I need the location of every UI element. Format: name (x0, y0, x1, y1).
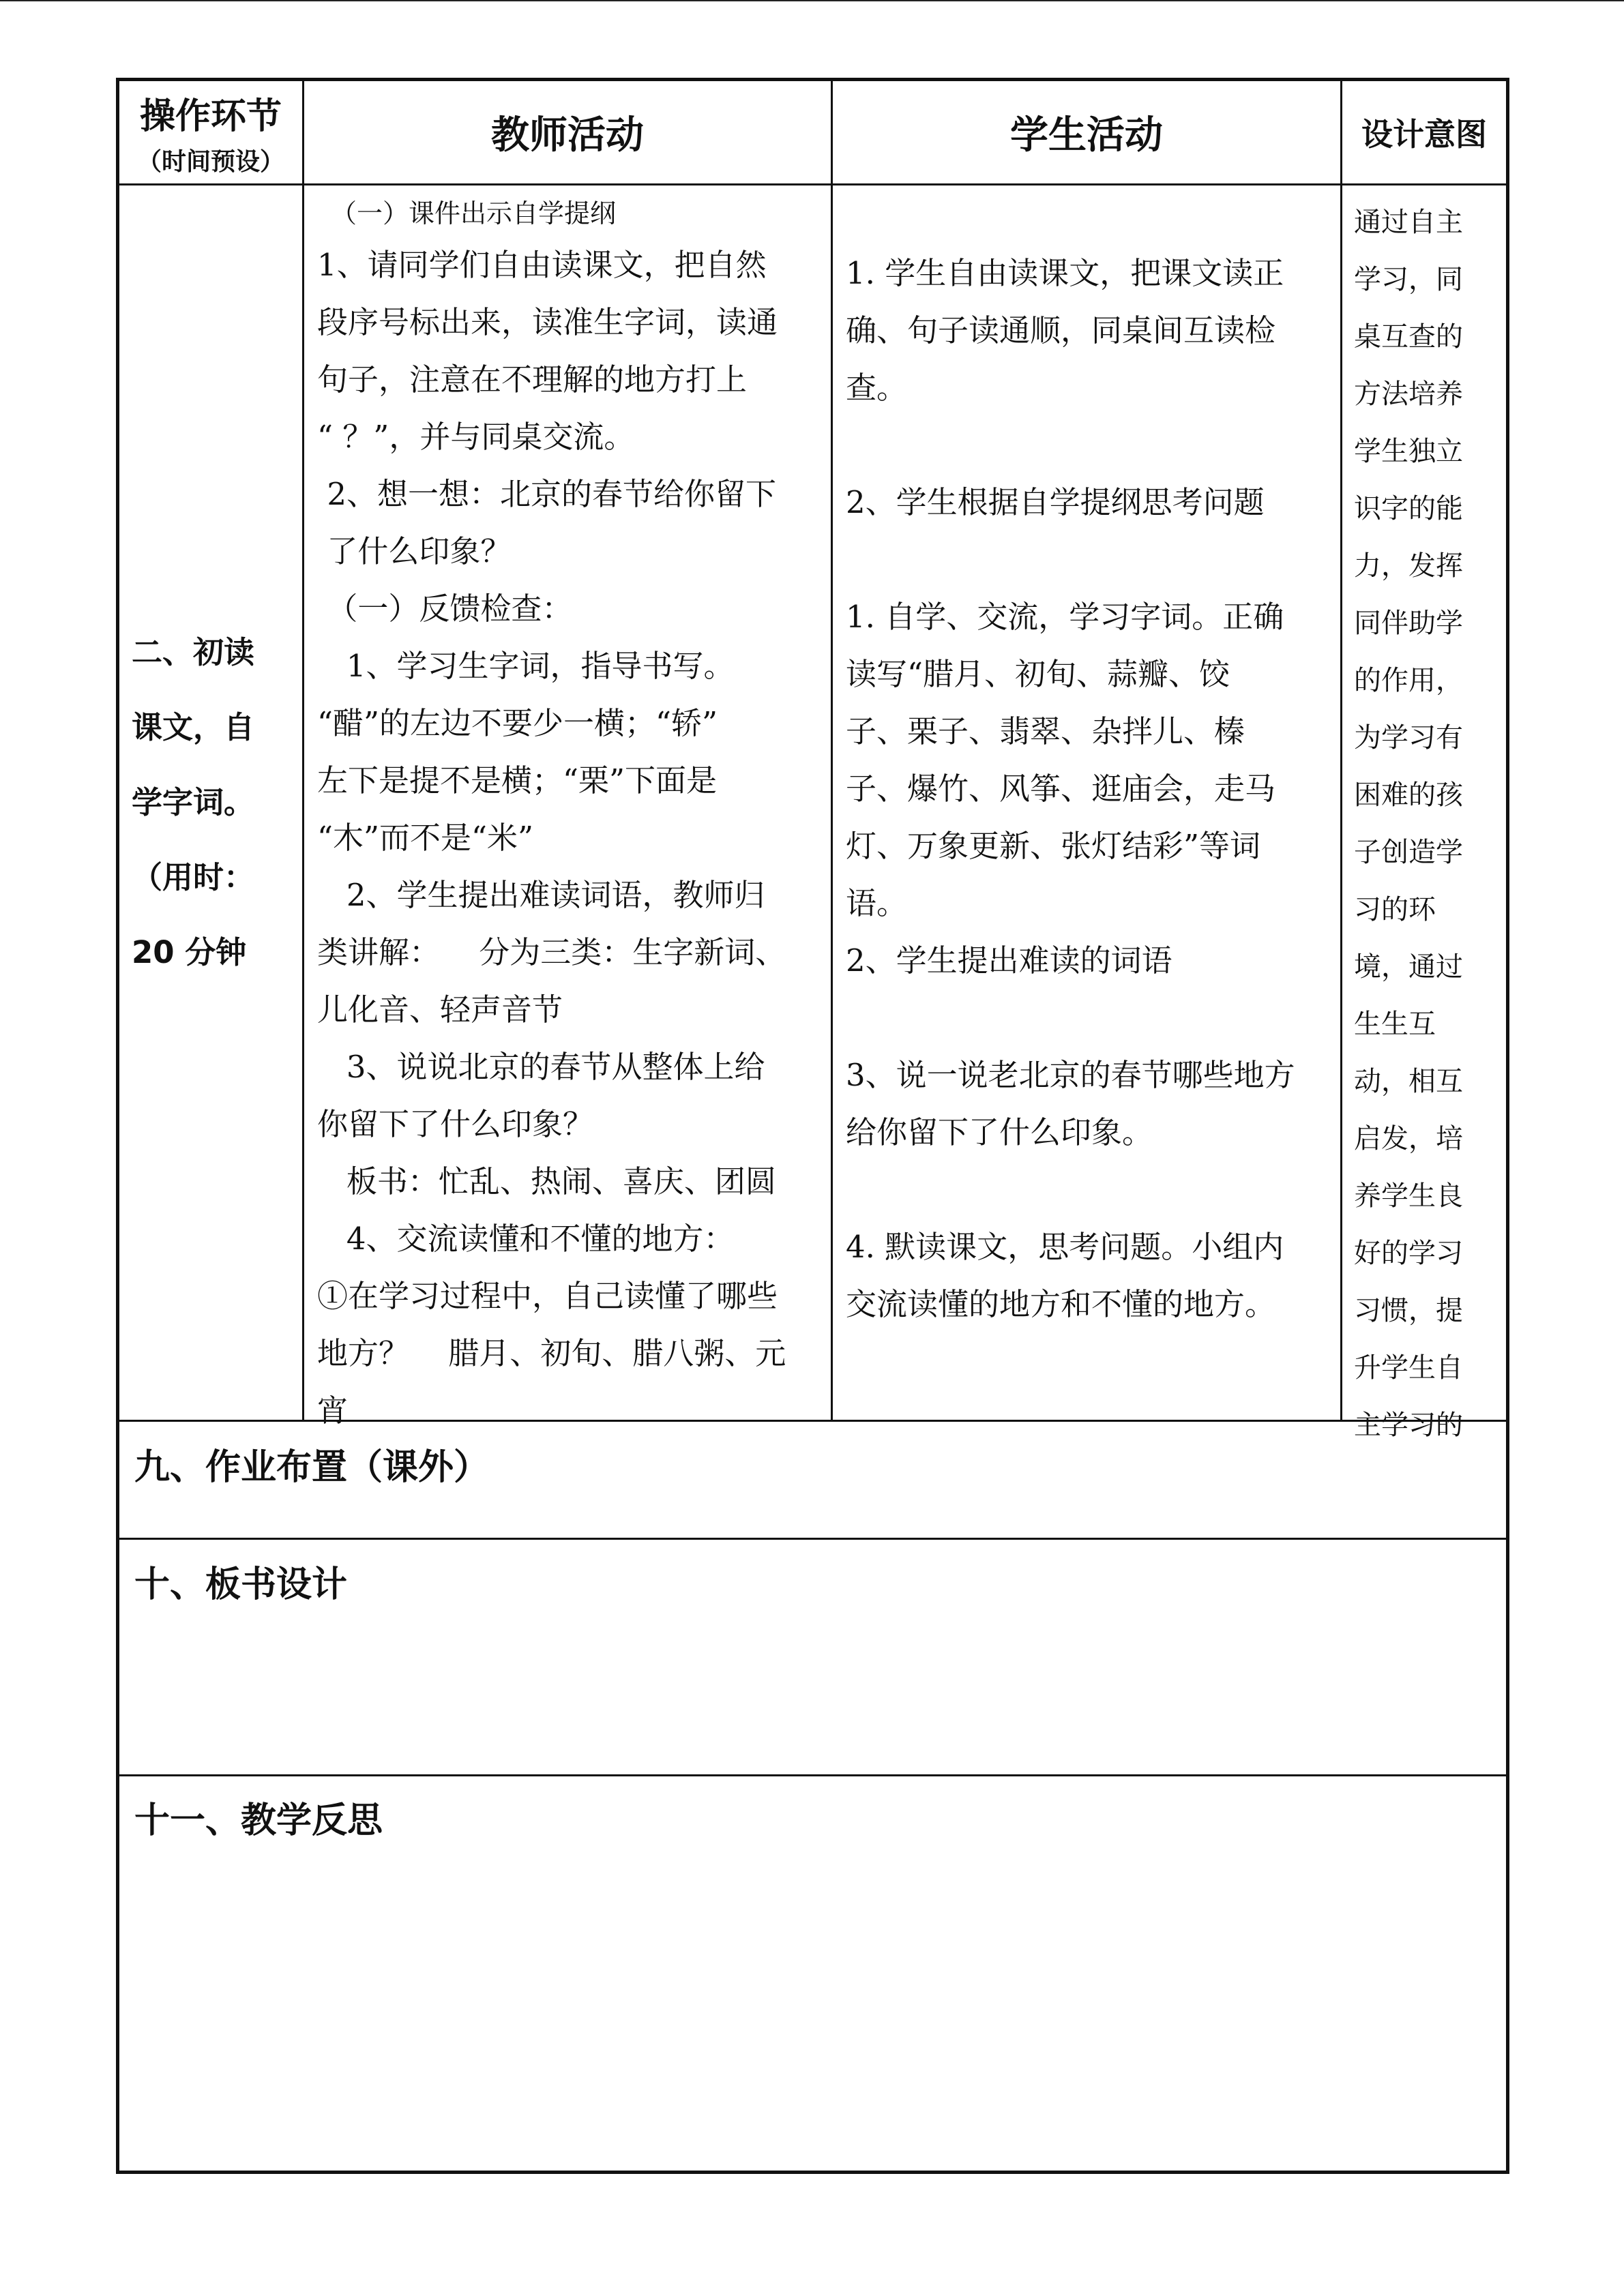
stage-line: （用时： (132, 859, 255, 895)
intent-line: 动，相互 (1354, 1066, 1463, 1097)
header-stage (119, 81, 302, 183)
student-line: 交流读懂的地方和不懂的地方。 (846, 1286, 1276, 1322)
student-line: 确、句子读通顺，同桌间互读检 (846, 312, 1276, 348)
stage-line: 二、初读 (132, 634, 255, 670)
intent-line: 通过自主 (1354, 207, 1463, 238)
intent-line: 的作用， (1354, 665, 1463, 696)
student-line: 灯、万象更新、张灯结彩”等词 (846, 828, 1261, 864)
teacher-line: （一）反馈检查： (317, 591, 573, 627)
teacher-line: 2、学生提出难读词语，教师归 (317, 877, 765, 913)
teacher-line: 左下是提不是横；“栗”下面是 (317, 762, 718, 799)
student-line (846, 989, 1333, 1047)
row-divider-board (119, 1538, 1506, 1540)
intent-line: 升学生自 (1354, 1352, 1463, 1384)
teacher-line: 儿化音、轻声音节 (317, 992, 563, 1028)
student-line: 4. 默读课文，思考问题。小组内 (846, 1229, 1284, 1265)
row-divider-reflection (119, 1774, 1506, 1776)
teacher-line: 了什么印象？ (317, 533, 512, 569)
intent-line: 习的环 (1354, 894, 1436, 925)
student-line: 2、学生提出难读的词语 (846, 942, 1172, 979)
student-line: 2、学生根据自学提纲思考问题 (846, 484, 1265, 520)
student-line: 子、爆竹、风筝、逛庙会，走马 (846, 771, 1276, 807)
teacher-line: “醋”的左边不要少一横；“轿” (317, 705, 718, 741)
intent-line: 方法培养 (1354, 378, 1463, 410)
student-line: 语。 (846, 885, 908, 921)
lesson-plan-table (116, 78, 1509, 2174)
student-line (846, 1161, 1333, 1219)
student-line: 查。 (846, 370, 908, 406)
intent-line: 为学习有 (1354, 722, 1463, 754)
teacher-line: 段序号标出来，读准生字词，读通 (317, 304, 778, 340)
student-line: 给你留下了什么印象。 (846, 1114, 1153, 1150)
header-design-intent: 设计意图 (1361, 116, 1487, 153)
intent-line: 同伴助学 (1354, 608, 1463, 639)
intent-line: 桌互查的 (1354, 321, 1463, 353)
teacher-line: 3、说说北京的春节从整体上给 (317, 1049, 765, 1085)
header-stage-subtitle: （时间预设） (136, 148, 284, 176)
teacher-line: 宵 (317, 1392, 349, 1429)
teacher-line: 4、交流读懂和不懂的地方： (317, 1221, 735, 1257)
col-divider-3 (1340, 81, 1342, 1420)
intent-line: 主学习的 (1354, 1410, 1463, 1441)
homework-title: 九、作业布置（课外） (134, 1447, 490, 1488)
intent-line: 启发，培 (1354, 1123, 1463, 1154)
teacher-line: 类讲解： 分为三类：生字新词、 (317, 934, 786, 970)
reflection-title: 十一、教学反思 (134, 1800, 383, 1841)
teacher-line: 板书：忙乱、热闹、喜庆、团圆 (317, 1163, 776, 1199)
intent-line: 习惯，提 (1354, 1295, 1463, 1326)
stage-cell (132, 185, 302, 1420)
teacher-line: 1、请同学们自由读课文，把自然 (317, 247, 767, 283)
stage-line: 学字词。 (132, 784, 255, 820)
teacher-line: ①在学习过程中，自己读懂了哪些 (317, 1278, 778, 1314)
teacher-line: “木”而不是“米” (317, 820, 534, 856)
reflection-section (134, 1791, 1492, 1843)
intent-line: 子创造学 (1354, 837, 1463, 868)
student-activity-cell (846, 245, 1333, 1420)
header-teacher-activity: 教师活动 (491, 113, 644, 158)
intent-line: 识字的能 (1354, 493, 1463, 524)
teacher-line: 句子，注意在不理解的地方打上 (317, 361, 748, 398)
teacher-line: “ ？”，并与同桌交流。 (317, 419, 635, 455)
student-line (846, 417, 1333, 474)
intent-line: 境，通过 (1354, 951, 1463, 983)
student-line: 子、栗子、翡翠、杂拌儿、榛 (846, 713, 1245, 749)
page-top-edge (0, 0, 1624, 1)
teacher-intro: （一）课件出示自学提纲 (331, 198, 617, 228)
teacher-line: 1、学习生字词，指导书写。 (317, 648, 735, 684)
col-divider-1 (302, 81, 304, 1420)
teacher-activity-cell (317, 190, 825, 1429)
intent-line: 生生互 (1354, 1009, 1436, 1040)
teacher-line: 地方？ 腊月、初旬、腊八粥、元 (317, 1335, 786, 1371)
col-divider-2 (831, 81, 833, 1420)
stage-line: 20 分钟 (132, 934, 247, 970)
intent-line: 学生独立 (1354, 436, 1463, 467)
header-student-activity: 学生活动 (1010, 113, 1163, 158)
intent-line: 养学生良 (1354, 1180, 1463, 1212)
header-divider (119, 183, 1506, 185)
student-line: 读写“腊月、初旬、蒜瓣、饺 (846, 656, 1230, 692)
stage-line: 课文，自 (132, 709, 255, 745)
student-line: 1. 学生自由读课文，把课文读正 (846, 255, 1284, 291)
design-intent-cell (1354, 194, 1504, 1441)
intent-line: 力，发挥 (1354, 550, 1463, 582)
header-stage-title: 操作环节 (139, 96, 282, 137)
teacher-line: 你留下了什么印象？ (317, 1106, 594, 1142)
board-design-section (134, 1555, 1492, 1607)
intent-line: 学习，同 (1354, 264, 1463, 295)
teacher-line: 2、想一想：北京的春节给你留下 (317, 476, 776, 512)
intent-line: 困难的孩 (1354, 779, 1463, 811)
student-line (846, 531, 1333, 588)
student-line: 3、说一说老北京的春节哪些地方 (846, 1057, 1295, 1093)
board-design-title: 十、板书设计 (134, 1564, 348, 1605)
homework-section (134, 1438, 1492, 1489)
intent-line: 好的学习 (1354, 1238, 1463, 1269)
student-line: 1. 自学、交流，学习字词。正确 (846, 599, 1284, 635)
